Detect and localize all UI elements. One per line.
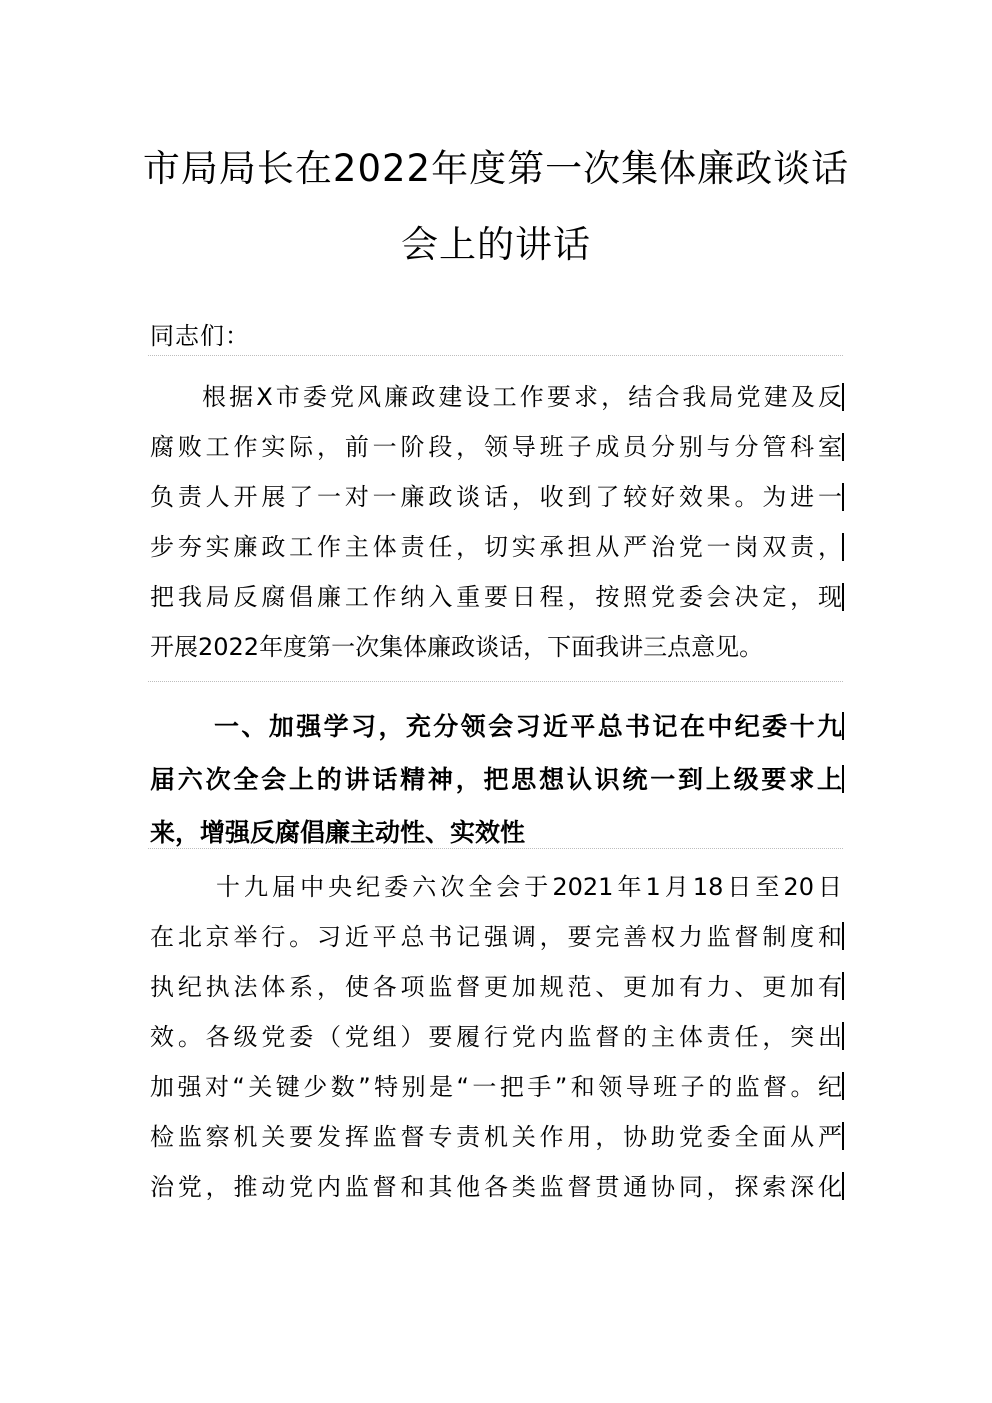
change-bar: [842, 383, 844, 411]
change-bar: [842, 533, 844, 561]
divider: [148, 848, 843, 849]
paragraph-line: 执纪执法体系，使各项监督更加规范、更加有力、更加有: [150, 973, 842, 1001]
paragraph-line: 在北京举行。习近平总书记强调，要完善权力监督制度和: [150, 923, 842, 951]
change-bar: [842, 483, 844, 511]
change-bar: [842, 1072, 844, 1100]
change-bar: [842, 922, 844, 950]
paragraph-line: 根据X市委党风廉政建设工作要求，结合我局党建及反: [202, 383, 842, 411]
change-bar: [842, 972, 844, 1000]
change-bar: [842, 1122, 844, 1150]
salutation: 同志们：: [150, 322, 250, 350]
heading-line: 届六次全会上的讲话精神，把思想认识统一到上级要求上: [150, 765, 842, 794]
paragraph-line: 腐败工作实际，前一阶段，领导班子成员分别与分管科室: [150, 433, 842, 461]
change-bar: [842, 1172, 844, 1200]
heading-line: 来，增强反腐倡廉主动性、实效性: [150, 818, 526, 847]
paragraph-line: 十九届中央纪委六次全会于2021年1月18日至20日: [216, 873, 842, 901]
section-heading-1: [150, 700, 842, 859]
paragraph-line: 加强对“关键少数”特别是“一把手”和领导班子的监督。纪: [150, 1073, 842, 1101]
divider: [148, 355, 843, 356]
heading-line: 一、加强学习，充分领会习近平总书记在中纪委十九: [214, 712, 842, 741]
change-bar: [842, 583, 844, 611]
paragraph-1: [150, 372, 842, 672]
paragraph-line: 负责人开展了一对一廉政谈话，收到了较好效果。为进一: [150, 483, 842, 511]
paragraph-line: 检监察机关要发挥监督专责机关作用，协助党委全面从严: [150, 1123, 842, 1151]
change-bar: [842, 1022, 844, 1050]
paragraph-line: 把我局反腐倡廉工作纳入重要日程，按照党委会决定，现: [150, 583, 842, 611]
paragraph-line: 效。各级党委（党组）要履行党内监督的主体责任，突出: [150, 1023, 842, 1051]
document-title-line-2: 会上的讲话: [401, 223, 591, 266]
change-bar: [842, 765, 844, 793]
paragraph-line: 治党，推动党内监督和其他各类监督贯通协同，探索深化: [150, 1173, 842, 1201]
document-title-line-1: 市局局长在2022年度第一次集体廉政谈话: [142, 147, 850, 190]
divider: [148, 681, 843, 682]
change-bar: [842, 712, 844, 740]
paragraph-line: 开展2022年度第一次集体廉政谈话，下面我讲三点意见。: [150, 633, 764, 661]
change-bar: [842, 433, 844, 461]
paragraph-line: 步夯实廉政工作主体责任，切实承担从严治党一岗双责，: [150, 533, 842, 561]
paragraph-2: [150, 862, 842, 1212]
